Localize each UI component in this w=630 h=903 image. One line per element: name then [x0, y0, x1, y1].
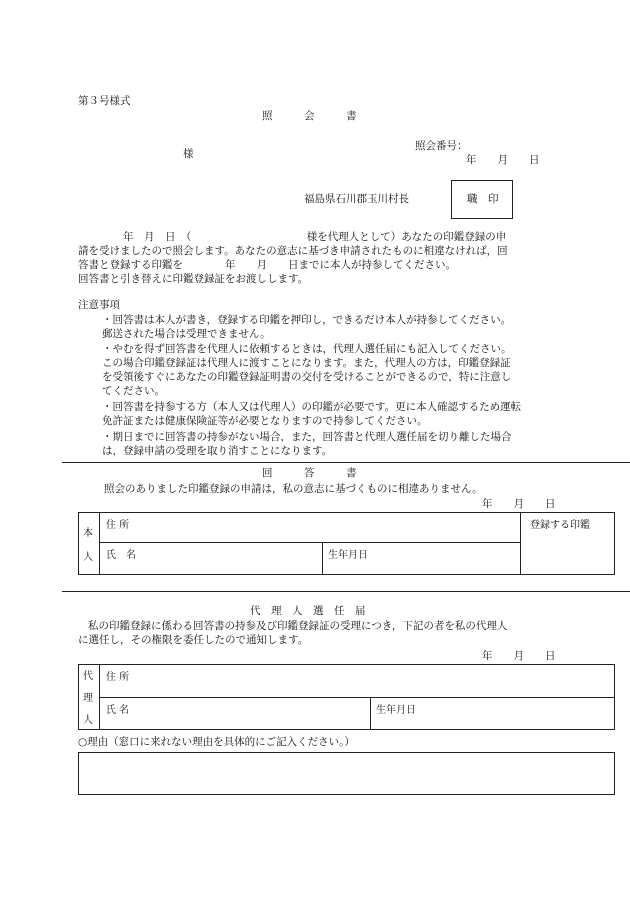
- agent-statement-line-1: 私の印鑑登録に係わる回答書の持参及び印鑑登録証の受理につき，下記の者を私の代理人: [88, 620, 508, 632]
- note-3-line-1: ・回答書を持参する方（本人又は代理人）の印鑑が必要です。更に本人確認するため運転: [102, 401, 522, 413]
- official-seal-box: [451, 180, 513, 219]
- reply-side-label-2: 人: [83, 552, 93, 563]
- body-line-3: 答書と登録する印鑑を 年 月 日までに本人が持参してください。: [78, 259, 456, 271]
- reason-label: ○理由（窓口に来れない理由を具体的にご記入ください。）: [78, 736, 355, 748]
- agent-date: 年 月 日: [482, 650, 556, 662]
- agent-statement-line-2: に選任し，その権限を委任したので通知します。: [78, 634, 309, 646]
- reply-date: 年 月 日: [482, 498, 556, 510]
- body-line-1: 年 月 日 （ 様を代理人として）あなたの印鑑登録の申: [123, 231, 507, 243]
- reply-statement: 照会のありました印鑑登録の申請は，私の意志に基づくものに相違ありません。: [104, 483, 483, 495]
- note-1-line-2: 郵送された場合は受理できません。: [102, 328, 271, 340]
- note-2-line-2: この場合印鑑登録証は代理人に渡すことになります。また，代理人の方は，印鑑登録証: [102, 357, 511, 369]
- cut-line-2: [62, 591, 630, 592]
- agent-title: 代 理 人 選 任 届: [250, 605, 366, 617]
- reply-name-label: 氏 名: [106, 550, 136, 561]
- notes-heading: 注意事項: [78, 299, 120, 311]
- reason-box: [78, 752, 615, 795]
- agent-name-label: 氏 名: [106, 705, 130, 716]
- agent-side-label-3: 人: [83, 715, 93, 726]
- issuer-name: 福島県石川郡玉川村長: [304, 193, 409, 205]
- form-number: 第３号様式: [78, 95, 131, 107]
- agent-side-label-2: 理: [83, 693, 93, 704]
- note-1-line-1: ・回答書は本人が書き，登録する印鑑を押印し，できるだけ本人が持参してください。: [102, 314, 512, 326]
- reply-address-label: 住 所: [106, 520, 130, 531]
- note-4-line-2: は，登録申請の受理を取り消すことになります。: [102, 445, 333, 457]
- reply-birthdate-label: 生年月日: [328, 550, 368, 561]
- note-2-line-3: を受領後すぐにあなたの印鑑登録証明書の交付を受けることができるので，特に注意し: [102, 371, 512, 383]
- agent-birthdate-label: 生年月日: [376, 705, 416, 716]
- note-4-line-1: ・期日までに回答書の持参がない場合，また，回答書と代理人選任届を切り離した場合: [102, 431, 512, 443]
- reply-side-label-1: 本: [83, 528, 93, 539]
- reference-number-label: 照会番号：: [415, 140, 468, 152]
- addressee-suffix: 様: [183, 148, 194, 160]
- header-date: 年 月 日: [466, 154, 540, 166]
- page-title: 照 会 書: [262, 110, 357, 122]
- reply-title: 回 答 書: [262, 467, 357, 479]
- body-line-4: 回答書と引き替えに印鑑登録証をお渡しします。: [78, 273, 309, 285]
- registered-seal-label: 登録する印鑑: [530, 520, 590, 531]
- note-2-line-1: ・やむを得ず回答書を代理人に依頼するときは，代理人選任届にも記入してください。: [102, 343, 512, 355]
- agent-address-label: 住 所: [106, 672, 130, 683]
- note-3-line-2: 免許証または健康保険証等が必要となりますので持参してください。: [102, 415, 428, 427]
- official-seal-label: 職 印: [467, 193, 499, 205]
- body-line-2: 請を受けましたので照会します。あなたの意志に基づき申請されたものに相違なければ，回: [78, 245, 508, 257]
- cut-line-1: [62, 462, 630, 463]
- agent-side-label-1: 代: [83, 671, 93, 682]
- note-2-line-4: てください。: [102, 385, 165, 397]
